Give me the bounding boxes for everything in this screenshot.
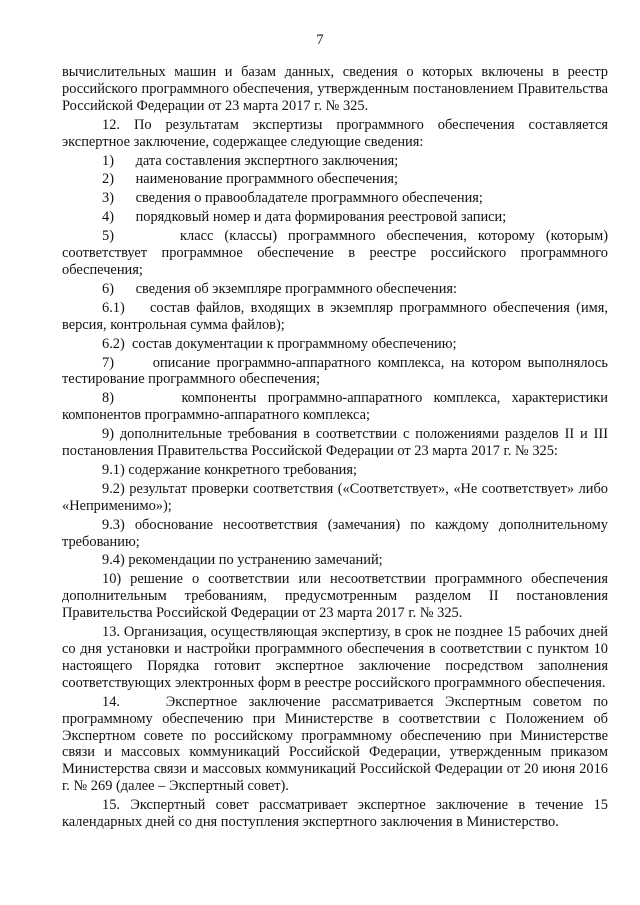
list-item-5: 5) класс (классы) программного обеспечения, которому (которым) соответствует программное обеспечение в реестре российского программного обеспечения;: [62, 228, 608, 278]
list-item-10: 10) решение о соответствии или несоответствии программного обеспечения дополнительным требованиям, предусмотренным разделом II постановления Правительства Российской Федерации от 23 марта 2017 г. № 325.: [62, 571, 608, 622]
list-item-1: 1) дата составления экспертного заключения;: [102, 152, 399, 169]
list-item-8: 8) компоненты программно-аппаратного комплекса, характеристики компонентов программно-аппаратного комплекса;: [62, 390, 608, 424]
list-item-6-2: 6.2) состав документации к программному обеспечению;: [102, 335, 457, 352]
list-item-9: 9) дополнительные требования в соответствии с положениями разделов II и III постановления Правительства Российской Федерации от 23 марта 2017 г. № 325:: [62, 426, 608, 460]
paragraph-14: 14. Экспертное заключение рассматривается Экспертным советом по программному обеспечению при Министерстве в соответствии с Положением об Экспертном совете по российскому программному обеспечению при Министерстве связи и массовых коммуникаций Российской Федерации, утвержденным приказом Министерства связи и массовых коммуникаций Российской Федерации от 20 июня 2016 г. № 269 (далее – Экспертный совет).: [62, 693, 608, 795]
list-item-9-4: 9.4) рекомендации по устранению замечаний;: [102, 552, 383, 569]
list-item-6: 6) сведения об экземпляре программного обеспечения:: [102, 280, 458, 297]
paragraph-13: 13. Организация, осуществляющая экспертизу, в срок не позднее 15 рабочих дней со дня установки и настройки программного обеспечения в соответствии с пунктом 10 настоящего Порядка готовит экспертное заключение посредством заполнения соответствующих электронных форм в реестре российского программного обеспечения.: [62, 624, 608, 691]
paragraph-continuation: вычислительных машин и базам данных, сведения о которых включены в реестр российского программного обеспечения, утвержденным постановлением Правительства Российской Федерации от 23 марта 2017 г. № 325.: [62, 64, 608, 114]
paragraph-15: 15. Экспертный совет рассматривает экспертное заключение в течение 15 календарных дней со дня поступления экспертного заключения в Министерство.: [62, 797, 608, 831]
paragraph-12: 12. По результатам экспертизы программного обеспечения составляется экспертное заключение, содержащее следующие сведения:: [62, 116, 608, 150]
list-item-2: 2) наименование программного обеспечения;: [102, 171, 398, 188]
list-item-9-1: 9.1) содержание конкретного требования;: [102, 461, 357, 478]
list-item-3: 3) сведения о правообладателе программного обеспечения;: [102, 190, 483, 207]
list-item-4: 4) порядковый номер и дата формирования реестровой записи;: [102, 209, 507, 226]
document-body: [62, 64, 608, 831]
list-item-9-3: 9.3) обоснование несоответствия (замечания) по каждому дополнительному требованию;: [62, 516, 608, 550]
list-item-6-1: 6.1) состав файлов, входящих в экземпляр программного обеспечения (имя, версия, контрольная сумма файлов);: [62, 299, 608, 333]
page-number: 7: [316, 32, 324, 48]
list-item-7: 7) описание программно-аппаратного комплекса, на котором выполнялось тестирование программного обеспечения;: [62, 354, 608, 388]
list-item-9-2: 9.2) результат проверки соответствия («Соответствует», «Не соответствует» либо «Неприменимо»);: [62, 480, 608, 514]
